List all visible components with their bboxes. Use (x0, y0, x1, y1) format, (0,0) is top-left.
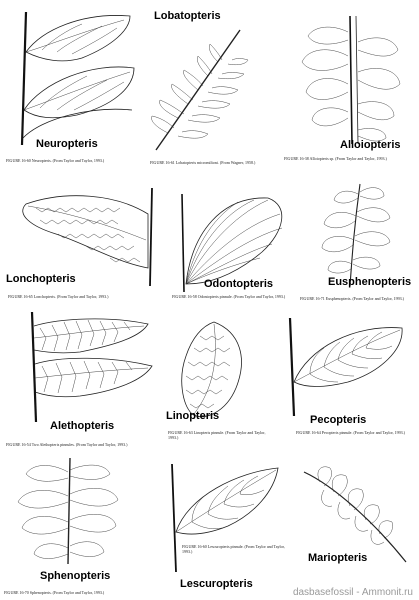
figure-linopteris (164, 318, 274, 454)
lescuropteris-drawing (158, 462, 290, 572)
label-eusphenopteris: Eusphenopteris (328, 276, 412, 288)
caption-pecopteris: FIGURE 16-64 Pecopteris pinnule. (From Taylor and Taylor, 1993.) (296, 430, 406, 435)
figure-alloiopteris (284, 12, 414, 172)
label-alloiopteris: Alloiopteris (340, 139, 401, 151)
label-odontopteris: Odontopteris (204, 278, 274, 290)
label-linopteris: Linopteris (166, 410, 220, 422)
figure-lobatopteris (148, 8, 276, 176)
figure-eusphenopteris (300, 178, 418, 312)
figure-lescuropteris (158, 462, 290, 600)
caption-linopteris: FIGURE 16-63 Linopteris pinnule. (From Taylor and Taylor, 1993.) (168, 430, 266, 440)
label-lescuropteris: Lescuropteris (180, 578, 253, 590)
caption-lobatopteris: FIGURE 16-61 Lobatopteris micromiltoni. (From Wagner, 1958.) (150, 160, 256, 165)
figure-mariopteris (294, 462, 418, 592)
caption-lescuropteris: FIGURE 16-60 Lescuropteris pinnule. (From Taylor and Taylor, 1993.) (182, 544, 285, 554)
alloiopteris-drawing (284, 12, 414, 152)
caption-sphenopteris: FIGURE 16-70 Sphenopteris. (From Taylor and Taylor, 1993.) (4, 590, 105, 595)
pecopteris-drawing (284, 318, 416, 418)
figure-lonchopteris (6, 188, 166, 306)
eusphenopteris-drawing (300, 178, 418, 288)
figure-pecopteris (284, 318, 416, 458)
sphenopteris-drawing (6, 456, 156, 566)
label-neuropteris: Neuropteris (36, 138, 98, 150)
caption-neuropteris: FIGURE 16-60 Neuropteris. (From Taylor and Taylor, 1993.) (6, 158, 105, 163)
watermark: dasbasefossil - Ammonit.ru (292, 587, 413, 598)
alethopteris-drawing (10, 312, 160, 422)
caption-odontopteris: FIGURE 16-58 Odontopteris pinnule. (From Taylor and Taylor, 1993.) (172, 294, 286, 299)
label-mariopteris: Mariopteris (308, 552, 368, 564)
label-lonchopteris: Lonchopteris (6, 273, 76, 285)
figure-odontopteris (172, 192, 294, 316)
figure-alethopteris (6, 312, 160, 462)
caption-eusphenopteris: FIGURE 16-71 Eusphenopteris. (From Taylor and Taylor, 1993.) (300, 296, 405, 301)
label-alethopteris: Alethopteris (50, 420, 115, 432)
caption-alethopteris: FIGURE 16-54 Two Alethopteris pinnules. (From Taylor and Taylor, 1993.) (6, 442, 128, 447)
lobatopteris-drawing (148, 8, 276, 158)
caption-lonchopteris: FIGURE 16-65 Lonchopteris. (From Taylor and Taylor, 1993.) (8, 294, 109, 299)
figure-neuropteris (6, 10, 142, 170)
label-sphenopteris: Sphenopteris (40, 570, 111, 582)
figure-sphenopteris (6, 456, 156, 600)
caption-alloiopteris: FIGURE 16-38 Alloiopteris sp. (From Taylor and Taylor, 1993.) (284, 156, 387, 161)
label-pecopteris: Pecopteris (310, 414, 367, 426)
label-lobatopteris: Lobatopteris (154, 10, 221, 22)
odontopteris-drawing (172, 192, 294, 292)
